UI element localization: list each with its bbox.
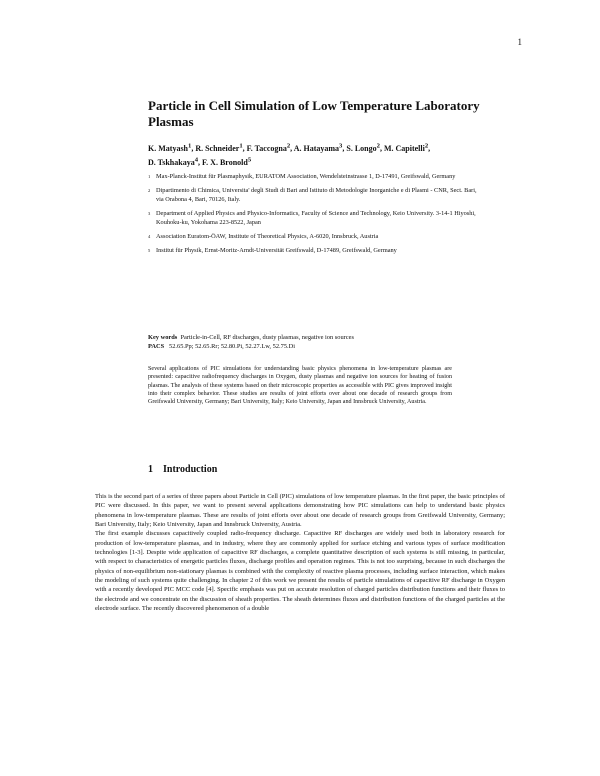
author: F. X. Bronold$^5$ (202, 156, 252, 168)
keywords-block (148, 333, 468, 351)
author: M. Capitelli$^2$, (383, 142, 431, 153)
body-text (95, 492, 505, 613)
keywords-line: Key words Particle-in-Cell, RF discharges, dusty plasmas, negative ion sources (148, 334, 354, 341)
paper-title: Particle in Cell Simulation of Low Temperature Laboratory Plasmas (148, 98, 480, 129)
affiliation: 1 Max-Planck-Institut für Plasmaphysik, EURATOM Association, Wendelsteinstrasse 1, D-17491, Greifswald, Germany (148, 173, 456, 180)
author: D. Tskhakaya$^4$, (148, 156, 203, 168)
author-list (148, 140, 498, 169)
affiliation: 3 Department of Applied Physics and Physico-Informatics, Faculty of Science and Technology, Keio University. 3-14-1 Hiyoshi, Kouhoku-ku, Yokohama 223-8522, Japan (148, 210, 476, 226)
paragraph: The first example discusses capacitively coupled radio-frequency discharge. Capacitive RF discharges are widely used both in laboratory research for production of low-temperature plasmas, and in industry, where they are commonly applied for surface etching and various types of surface modification technologies [1-3]. Despite wide application of capacitive RF discharges, a complete quantitative description of such systems is still missing, in particular, with respect to characteristics of energetic particles fluxes, discharge profiles and operation regimes. This is not too surprising, because in such discharges the physics of non-equilibrium non-stationary plasmas is combined with the complexity of reactive plasma processes, including surface interaction, which makes the modeling of such systems quite challenging. In chapter 2 of this work we present the results of particle simulations of capacitive RF discharge in Oxygen with a recently developed PIC MCC code [4]. Specific emphasis was put on accurate resolution of charged particles distribution functions and their fluxes to the electrode and we concentrate on the discussion of sheath properties. The sheath determines fluxes and distribution functions of the charged particles at the electrode surface. The recently discovered phenomenon of a double (95, 530, 505, 613)
affiliation: 2 Dipartimento di Chimica, Universita' degli Studi di Bari and Istituto di Metodologie Inorganiche e di Plasmi - CNR, Sect. Bari, via Orabona 4, Bari, 70126, Italy. (148, 187, 477, 203)
abstract: Several applications of PIC simulations for understanding basic physics phenomena in low-temperature plasmas are presented: capacitive radiofrequency discharges in Oxygen, dusty plasmas and negative ion sources for heating of fusion plasmas. The analysis of these systems based on their microscopic properties as accessible with PIC gives improved insight into their complex behavior. These studies are results of joint efforts over about one decade of research groups from Greifswald University, Germany; Bari University, Italy; Keio University, Japan and Innsbruck University, Austria. (148, 366, 452, 406)
affiliations (148, 172, 478, 260)
page-number: 1 (517, 37, 522, 47)
paragraph: This is the second part of a series of three papers about Particle in Cell (PIC) simulations of low temperature plasmas. In the first paper, the basic principles of PIC were discussed. In this paper, we want to present several applications demonstrating how PIC simulations can help to understand basic physics phenomena in low-temperature plasmas. These are results of joint efforts over about one decade of research groups from Greifswald University, Germany; Bari University, Italy; Keio University, Japan and Innsbruck University, Austria. (95, 493, 505, 529)
pacs-line: PACS 52.65.Pp; 52.65.Rr; 52.80.Pi, 52.27.Lw, 52.75.Di (148, 343, 295, 350)
affiliation: 5 Institut für Physik, Ernst-Moritz-Arndt-Universität Greifswald, D-17489, Greifswald, Germany (148, 247, 397, 254)
author: F. Taccogna$^2$, (246, 142, 294, 153)
author: S. Longo$^2$, (346, 142, 384, 153)
affiliation: 4 Association Euratom-ÖAW, Institute of Theoretical Physics, A-6020, Innsbruck, Austria (148, 233, 379, 240)
author: A. Hatayama$^3$, (293, 142, 347, 153)
author: R. Schneider$^1$, (195, 142, 247, 153)
section-heading: 1 Introduction (148, 464, 218, 475)
author: K. Matyash$^1$, (148, 142, 196, 153)
